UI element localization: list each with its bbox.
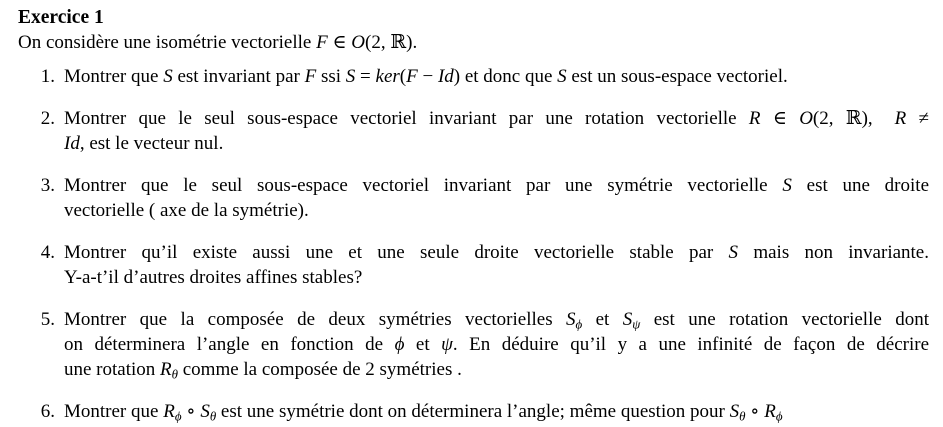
text-segment: Montrer que le seul sous-espace vectoriel invariant par une rotation vectorielle — [64, 108, 749, 129]
item-text — [64, 173, 929, 223]
text-line — [64, 173, 929, 198]
text-line — [64, 332, 929, 357]
item-number: 1. — [40, 66, 55, 87]
item-number: 2. — [40, 108, 55, 129]
text-segment: ( — [399, 66, 407, 87]
text-segment: , est le vecteur nul. — [79, 133, 224, 154]
text-line — [64, 357, 929, 382]
intro-paragraph — [18, 30, 929, 55]
math-symbol: F — [316, 32, 328, 53]
text-line — [64, 307, 929, 332]
math-subscript: θ — [739, 408, 746, 424]
math-subscript: ϕ — [575, 316, 583, 332]
math-symbol: S — [728, 242, 739, 263]
math-symbol: R — [160, 359, 172, 380]
text-segment: Montrer que le seul sous-espace vectoriel invariant par une symétrie vectorielle — [64, 175, 783, 196]
item-text — [64, 106, 929, 156]
text-segment: est une rotation vectorielle dont — [640, 309, 929, 330]
item-number: 6. — [40, 401, 55, 422]
text-segment: ∈ — [327, 32, 352, 53]
math-subscript: θ — [171, 366, 178, 382]
text-segment: . En déduire qu’il y a une infinité de façon de décrire — [452, 334, 929, 355]
math-symbol: S — [782, 175, 792, 196]
math-symbol: R — [764, 401, 776, 422]
math-symbol: Id — [64, 133, 80, 154]
text-segment: ∘ — [181, 401, 201, 422]
text-segment: une rotation — [64, 359, 161, 380]
math-symbol: S — [557, 66, 567, 87]
exercise-item — [18, 64, 929, 89]
math-subscript: ϕ — [174, 408, 182, 424]
text-segment: ), — [861, 108, 873, 129]
text-segment: Montrer que — [64, 66, 164, 87]
math-symbol: S — [729, 401, 740, 422]
text-segment: ≠ — [906, 108, 929, 129]
text-segment: ssi — [316, 66, 346, 87]
text-segment: vectorielle ( axe de la symétrie). — [64, 200, 309, 221]
math-symbol: S — [163, 66, 173, 87]
math-symbol: R — [748, 108, 761, 129]
exercise-list — [18, 64, 929, 424]
text-segment: ) et donc que — [453, 66, 558, 87]
math-symbol: ϕ — [394, 334, 405, 355]
item-text — [64, 399, 929, 424]
text-segment: On considère une isométrie vectorielle — [18, 32, 317, 53]
item-text — [64, 64, 929, 89]
math-symbol: S — [566, 309, 576, 330]
exercise-item — [18, 307, 929, 382]
text-segment: est un sous-espace vectoriel. — [566, 66, 788, 87]
text-line — [64, 265, 929, 290]
text-segment: ∈ — [760, 108, 800, 129]
text-segment: est une symétrie dont on déterminera l’angle; même question pour — [216, 401, 730, 422]
text-segment: on déterminera l’angle en fonction de — [64, 334, 395, 355]
text-segment: ). — [406, 32, 418, 53]
math-symbol: O — [799, 108, 813, 129]
math-symbol: R — [163, 401, 175, 422]
blackboard-r-symbol: ℝ — [845, 107, 862, 129]
text-line — [18, 30, 929, 55]
math-symbol: ψ — [441, 334, 453, 355]
item-number: 5. — [40, 309, 55, 330]
text-segment: et — [404, 334, 442, 355]
blackboard-r-symbol: ℝ — [390, 31, 407, 53]
math-symbol: F — [304, 66, 317, 87]
text-segment: comme la composée de 2 symétries . — [177, 359, 462, 380]
text-segment: (2, — [812, 108, 846, 129]
exercise-item — [18, 173, 929, 223]
text-segment: Montrer que la composée de deux symétries vectorielles — [64, 309, 567, 330]
math-symbol: S — [345, 66, 356, 87]
text-segment: Montrer que — [64, 401, 164, 422]
text-line — [64, 131, 929, 156]
math-symbol: S — [622, 309, 633, 330]
text-segment: (2, — [365, 32, 391, 53]
item-number: 4. — [40, 242, 55, 263]
text-segment: est une droite — [791, 175, 930, 196]
math-subscript: ψ — [632, 316, 641, 332]
text-segment: mais non invariante. — [738, 242, 929, 263]
text-line — [64, 198, 929, 223]
math-symbol: S — [200, 401, 210, 422]
text-line — [64, 106, 929, 131]
text-segment: ∘ — [745, 401, 765, 422]
math-symbol: R — [894, 108, 907, 129]
exercise-item — [18, 399, 929, 424]
item-number: 3. — [40, 175, 55, 196]
math-symbol: O — [351, 32, 366, 53]
text-segment: Y-a-t’il d’autres droites affines stables? — [64, 267, 363, 288]
text-line — [64, 399, 929, 424]
item-text — [64, 240, 929, 290]
exercise-item — [18, 106, 929, 156]
text-line — [64, 240, 929, 265]
exercise-item — [18, 240, 929, 290]
math-subscript: θ — [209, 408, 217, 424]
text-segment: est invariant par — [172, 66, 305, 87]
exercise-title: Exercice 1 — [18, 7, 104, 28]
text-line — [64, 64, 929, 89]
text-segment: Montrer qu’il existe aussi une et une seule droite vectorielle stable par — [64, 242, 729, 263]
text-segment: − — [417, 66, 438, 87]
text-segment: = — [355, 66, 376, 87]
math-symbol: Id — [437, 66, 454, 87]
text-segment: et — [582, 309, 623, 330]
item-text — [64, 307, 929, 382]
math-subscript: ϕ — [775, 408, 783, 424]
math-symbol: ker — [375, 66, 400, 87]
math-symbol: F — [406, 66, 418, 87]
